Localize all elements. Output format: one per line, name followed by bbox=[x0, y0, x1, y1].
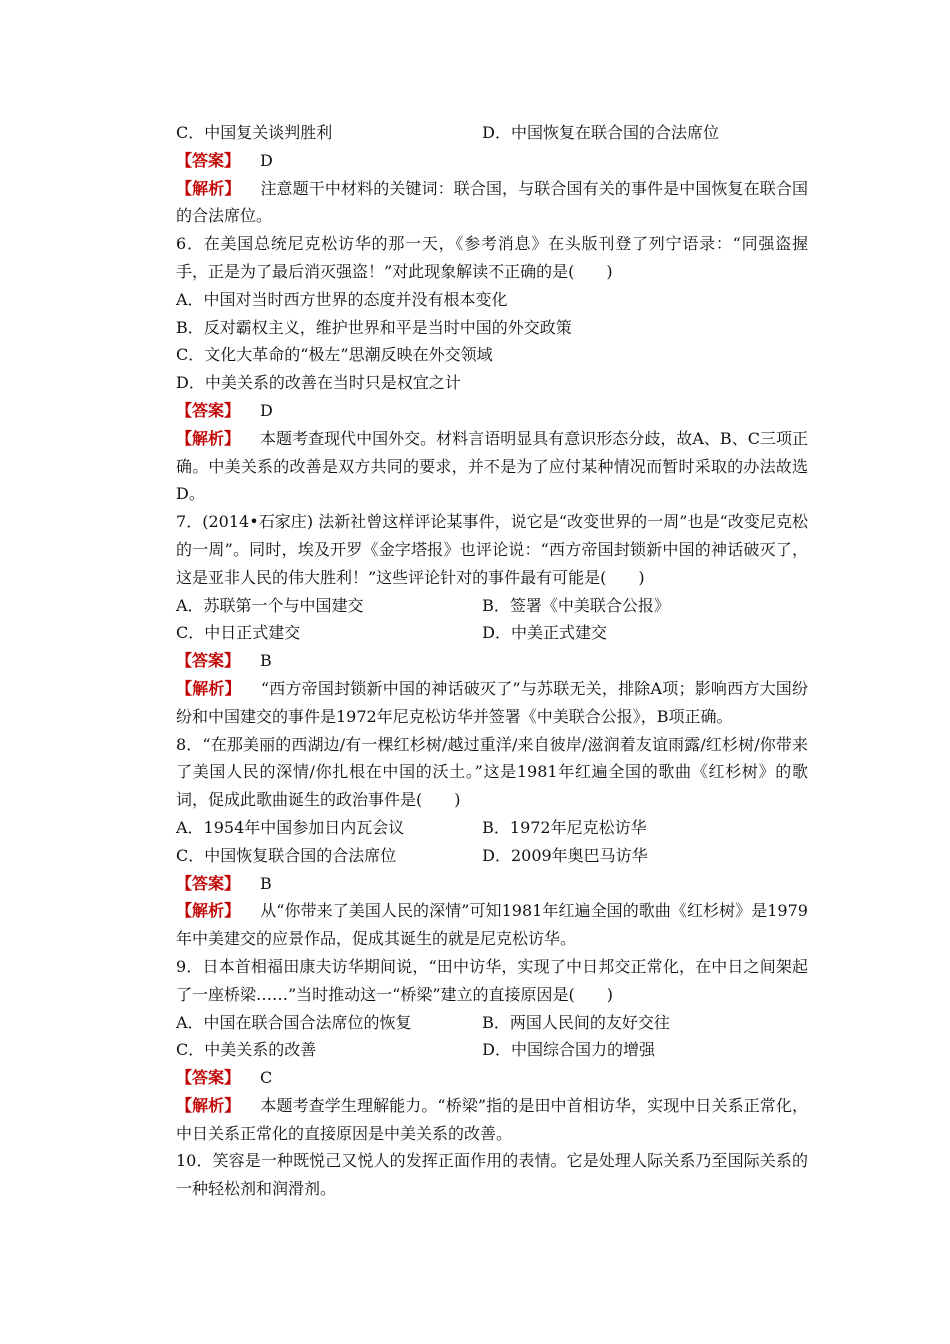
analysis-text: 从“你带来了美国人民的深情”可知1981年红遍全国的歌曲《红杉树》是1979年中美建交的应景作品，促成其诞生的就是尼克松访华。 bbox=[176, 901, 808, 949]
answer-value: D bbox=[260, 150, 273, 170]
q8-analysis bbox=[148, 897, 808, 953]
q9-answer bbox=[148, 1064, 808, 1092]
q8-option-b: B．1972年尼克松访华 bbox=[482, 817, 647, 837]
q8-answer bbox=[148, 870, 808, 898]
q6-option-b: B．反对霸权主义，维护世界和平是当时中国的外交政策 bbox=[176, 317, 572, 337]
q6-option-c: C．文化大革命的“极左”思潮反映在外交领域 bbox=[176, 345, 493, 365]
q8-option-c: C．中国恢复联合国的合法席位 bbox=[176, 845, 397, 865]
answer-value: B bbox=[260, 651, 272, 671]
analysis-text: 本题考查学生理解能力。“桥梁”指的是田中首相访华，实现中日关系正常化，中日关系正常化的直接原因是中美关系的改善。 bbox=[176, 1095, 808, 1143]
q6-analysis bbox=[148, 425, 808, 508]
analysis-tag: 【解析】 bbox=[176, 901, 241, 921]
analysis-tag: 【解析】 bbox=[176, 178, 241, 198]
q7-option-a: A．苏联第一个与中国建交 bbox=[176, 595, 364, 615]
q5-answer bbox=[148, 147, 808, 175]
analysis-text: “西方帝国封锁新中国的神话破灭了”与苏联无关，排除A项；影响西方大国纷纷和中国建交的事件是1972年尼克松访华并签署《中美联合公报》，B项正确。 bbox=[176, 678, 808, 726]
q10-stem: 10．笑容是一种既悦己又悦人的发挥正面作用的表情。它是处理人际关系乃至国际关系的一种轻松剂和润滑剂。 bbox=[176, 1151, 808, 1199]
q7-analysis bbox=[148, 675, 808, 731]
q9-option-b: B．两国人民间的友好交往 bbox=[482, 1012, 670, 1032]
q7-answer bbox=[148, 647, 808, 675]
answer-value: C bbox=[260, 1068, 273, 1088]
q9-option-c: C．中美关系的改善 bbox=[176, 1040, 317, 1060]
analysis-text: 本题考查现代中国外交。材料言语明显具有意识形态分歧，故A、B、C三项正确。中美关系的改善是双方共同的要求，并不是为了应付某种情况而暂时采取的办法故选D。 bbox=[176, 428, 808, 504]
q8-option-d: D．2009年奥巴马访华 bbox=[482, 845, 648, 865]
q7-options-ab bbox=[148, 592, 808, 620]
q8-options-ab bbox=[148, 814, 808, 842]
q7-stem: 7．(2014•石家庄) 法新社曾这样评论某事件，说它是“改变世界的一周”也是“改变尼克松的一周”。同时，埃及开罗《金字塔报》也评论说：“西方帝国封锁新中国的神话破灭了，这是亚非人民的伟大胜利！”这些评论针对的事件最有可能是( ) bbox=[176, 512, 808, 587]
answer-tag: 【答案】 bbox=[176, 873, 241, 893]
q9-options-ab bbox=[148, 1009, 808, 1037]
q6-stem: 6．在美国总统尼克松访华的那一天，《参考消息》在头版刊登了列宁语录：“同强盗握手，正是为了最后消灭强盗！”对此现象解读不正确的是( ) bbox=[176, 234, 808, 281]
q5-option-c: C．中国复关谈判胜利 bbox=[176, 123, 333, 142]
answer-tag: 【答案】 bbox=[176, 400, 241, 420]
q6-option-a: A．中国对当时西方世界的态度并没有根本变化 bbox=[176, 289, 508, 309]
q9-options-cd bbox=[148, 1036, 808, 1064]
analysis-text: 注意题干中材料的关键词：联合国，与联合国有关的事件是中国恢复在联合国的合法席位。 bbox=[176, 178, 808, 226]
q5-analysis bbox=[148, 175, 808, 231]
q5-options-cd bbox=[148, 119, 808, 147]
q5-option-d: D．中国恢复在联合国的合法席位 bbox=[482, 123, 719, 142]
analysis-tag: 【解析】 bbox=[176, 678, 241, 698]
q8-stem: 8．“在那美丽的西湖边/有一棵红杉树/越过重洋/来自彼岸/滋润着友谊雨露/红杉树/你带来了美国人民的深情/你扎根在中国的沃土。”这是1981年红遍全国的歌曲《红杉树》的歌词，促成此歌曲诞生的政治事件是( ) bbox=[176, 734, 808, 810]
q7-option-c: C．中日正式建交 bbox=[176, 623, 301, 643]
answer-tag: 【答案】 bbox=[176, 651, 241, 671]
q9-analysis bbox=[148, 1092, 808, 1148]
answer-tag: 【答案】 bbox=[176, 1068, 241, 1088]
answer-value: B bbox=[260, 873, 272, 893]
q8-option-a: A．1954年中国参加日内瓦会议 bbox=[176, 817, 405, 837]
q9-option-d: D．中国综合国力的增强 bbox=[482, 1040, 655, 1060]
answer-value: D bbox=[260, 400, 273, 420]
q6-option-d: D．中美关系的改善在当时只是权宜之计 bbox=[176, 373, 461, 393]
answer-tag: 【答案】 bbox=[176, 150, 241, 170]
analysis-tag: 【解析】 bbox=[176, 428, 241, 448]
page-content bbox=[148, 119, 808, 1203]
q7-options-cd bbox=[148, 619, 808, 647]
q7-option-b: B．签署《中美联合公报》 bbox=[482, 595, 670, 615]
analysis-tag: 【解析】 bbox=[176, 1095, 241, 1115]
q7-option-d: D．中美正式建交 bbox=[482, 623, 607, 643]
q8-options-cd bbox=[148, 842, 808, 870]
q6-answer bbox=[148, 397, 808, 425]
q9-option-a: A．中国在联合国合法席位的恢复 bbox=[176, 1012, 412, 1032]
q9-stem: 9．日本首相福田康夫访华期间说，“田中访华，实现了中日邦交正常化，在中日之间架起了一座桥梁……”当时推动这一“桥梁”建立的直接原因是( ) bbox=[176, 956, 808, 1004]
